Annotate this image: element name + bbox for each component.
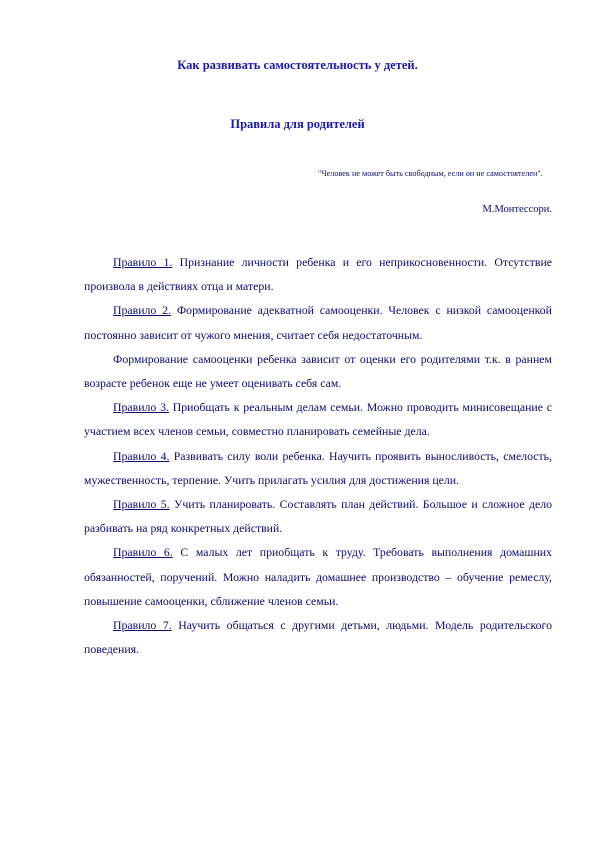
epigraph-quote: "Человек не может быть свободным, если он не самостоятелен". [318, 169, 543, 178]
document-body [84, 250, 552, 661]
paragraph-self-esteem [84, 347, 552, 395]
paragraph-rule-7 [84, 613, 552, 661]
document-title: Как развивать самостоятельность у детей. [177, 58, 418, 72]
paragraph-rule-2 [84, 298, 552, 346]
paragraph-text: Формирование самооценки ребенка зависит от оценки его родителями т.к. в раннем возрасте ребенок еще не умеет оценивать себя сам. [84, 351, 552, 391]
paragraph-text: Признание личности ребенка и его неприкосновенности. Отсутствие произвола в действиях отца и матери. [84, 255, 553, 294]
paragraph-text: Формирование адекватной самооценки. Человек с низкой самооценкой постоянно зависит от чужого мнения, считает себя недостаточным. [84, 303, 552, 342]
paragraph-text: Развивать силу воли ребенка. Научить проявить выносливость, смелость, мужественность, терпение. Учить прилагать усилия для достижения цели. [84, 448, 553, 487]
epigraph-author: М.Монтессори. [482, 204, 552, 215]
rule-label: Правило 4. [113, 448, 170, 463]
paragraph-rule-6 [84, 540, 552, 613]
rule-label: Правило 7. [113, 618, 172, 633]
paragraph-rule-4 [84, 444, 552, 492]
paragraph-text: Учить планировать. Составлять план действий. Большое и сложное дело разбивать на ряд конкретных действий. [84, 497, 552, 536]
rule-label: Правило 6. [113, 545, 173, 560]
document-subtitle: Правила для родителей [230, 117, 365, 131]
paragraph-rule-3 [84, 395, 552, 443]
paragraph-rule-1 [84, 250, 552, 298]
rule-label: Правило 1. [113, 255, 173, 269]
rule-label: Правило 5. [113, 497, 170, 512]
paragraph-rule-5 [84, 492, 552, 540]
rule-label: Правило 3. [113, 400, 169, 415]
paragraph-text: Приобщать к реальным делам семьи. Можно проводить минисовещание с участием всех членов семьи, совместно планировать семейные дела. [84, 400, 552, 439]
rule-label: Правило 2. [113, 303, 172, 318]
paragraph-text: С малых лет приобщать к труду. Требовать выполнения домашних обязанностей, поручений. Можно наладить домашнее производство – обучение ремеслу, повышение самооценки, сближение членов семьи. [84, 545, 552, 608]
paragraph-text: Научить общаться с другими детьми, людьми. Модель родительского поведения. [84, 618, 553, 657]
